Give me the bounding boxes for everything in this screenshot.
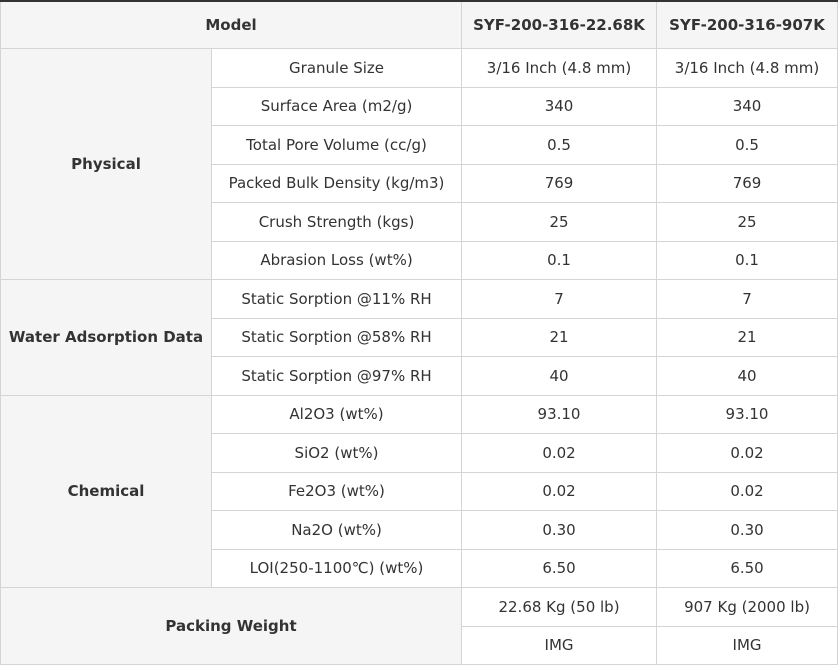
row-value-1: 0.5 — [462, 126, 657, 165]
row-value-2: 0.5 — [657, 126, 838, 165]
row-value-2: 0.02 — [657, 472, 838, 511]
row-value-1: 0.02 — [462, 472, 657, 511]
row-value-1: 6.50 — [462, 549, 657, 588]
row-label: Granule Size — [212, 49, 462, 88]
header-row — [1, 1, 838, 49]
packing-weight-row — [1, 588, 838, 627]
model-header: Model — [1, 1, 462, 49]
row-label: Crush Strength (kgs) — [212, 203, 462, 242]
row-label: Al2O3 (wt%) — [212, 395, 462, 434]
row-value-1: 25 — [462, 203, 657, 242]
row-label: Static Sorption @97% RH — [212, 357, 462, 396]
group-packing-weight: Packing Weight — [1, 588, 462, 665]
table-row — [1, 395, 838, 434]
model-name-2: SYF-200-316-907K — [657, 1, 838, 49]
row-label: SiO2 (wt%) — [212, 434, 462, 473]
group-physical: Physical — [1, 49, 212, 280]
model-name-1: SYF-200-316-22.68K — [462, 1, 657, 49]
row-value-2: 40 — [657, 357, 838, 396]
row-value-2: 769 — [657, 164, 838, 203]
row-value-1: 40 — [462, 357, 657, 396]
packing-weight-1: 22.68 Kg (50 lb) — [462, 588, 657, 627]
group-water-adsorption: Water Adsorption Data — [1, 280, 212, 396]
row-value-2: 0.1 — [657, 241, 838, 280]
row-value-2: 340 — [657, 87, 838, 126]
row-value-2: 3/16 Inch (4.8 mm) — [657, 49, 838, 88]
row-value-1: 3/16 Inch (4.8 mm) — [462, 49, 657, 88]
row-label: Packed Bulk Density (kg/m3) — [212, 164, 462, 203]
row-label: LOI(250-1100℃) (wt%) — [212, 549, 462, 588]
row-value-1: 21 — [462, 318, 657, 357]
row-label: Total Pore Volume (cc/g) — [212, 126, 462, 165]
row-label: Static Sorption @58% RH — [212, 318, 462, 357]
row-value-1: 0.02 — [462, 434, 657, 473]
row-label: Abrasion Loss (wt%) — [212, 241, 462, 280]
packing-weight-2: 907 Kg (2000 lb) — [657, 588, 838, 627]
row-value-2: 93.10 — [657, 395, 838, 434]
table-row — [1, 49, 838, 88]
packing-image-1: IMG — [462, 626, 657, 665]
row-value-1: 340 — [462, 87, 657, 126]
table-row — [1, 280, 838, 319]
row-value-2: 25 — [657, 203, 838, 242]
row-value-1: 0.30 — [462, 511, 657, 550]
row-label: Na2O (wt%) — [212, 511, 462, 550]
row-value-1: 93.10 — [462, 395, 657, 434]
row-value-2: 6.50 — [657, 549, 838, 588]
row-value-2: 7 — [657, 280, 838, 319]
row-value-2: 0.02 — [657, 434, 838, 473]
row-value-1: 7 — [462, 280, 657, 319]
row-value-2: 21 — [657, 318, 838, 357]
row-label: Static Sorption @11% RH — [212, 280, 462, 319]
packing-image-2: IMG — [657, 626, 838, 665]
row-value-2: 0.30 — [657, 511, 838, 550]
row-label: Surface Area (m2/g) — [212, 87, 462, 126]
row-value-1: 769 — [462, 164, 657, 203]
row-value-1: 0.1 — [462, 241, 657, 280]
group-chemical: Chemical — [1, 395, 212, 588]
row-label: Fe2O3 (wt%) — [212, 472, 462, 511]
